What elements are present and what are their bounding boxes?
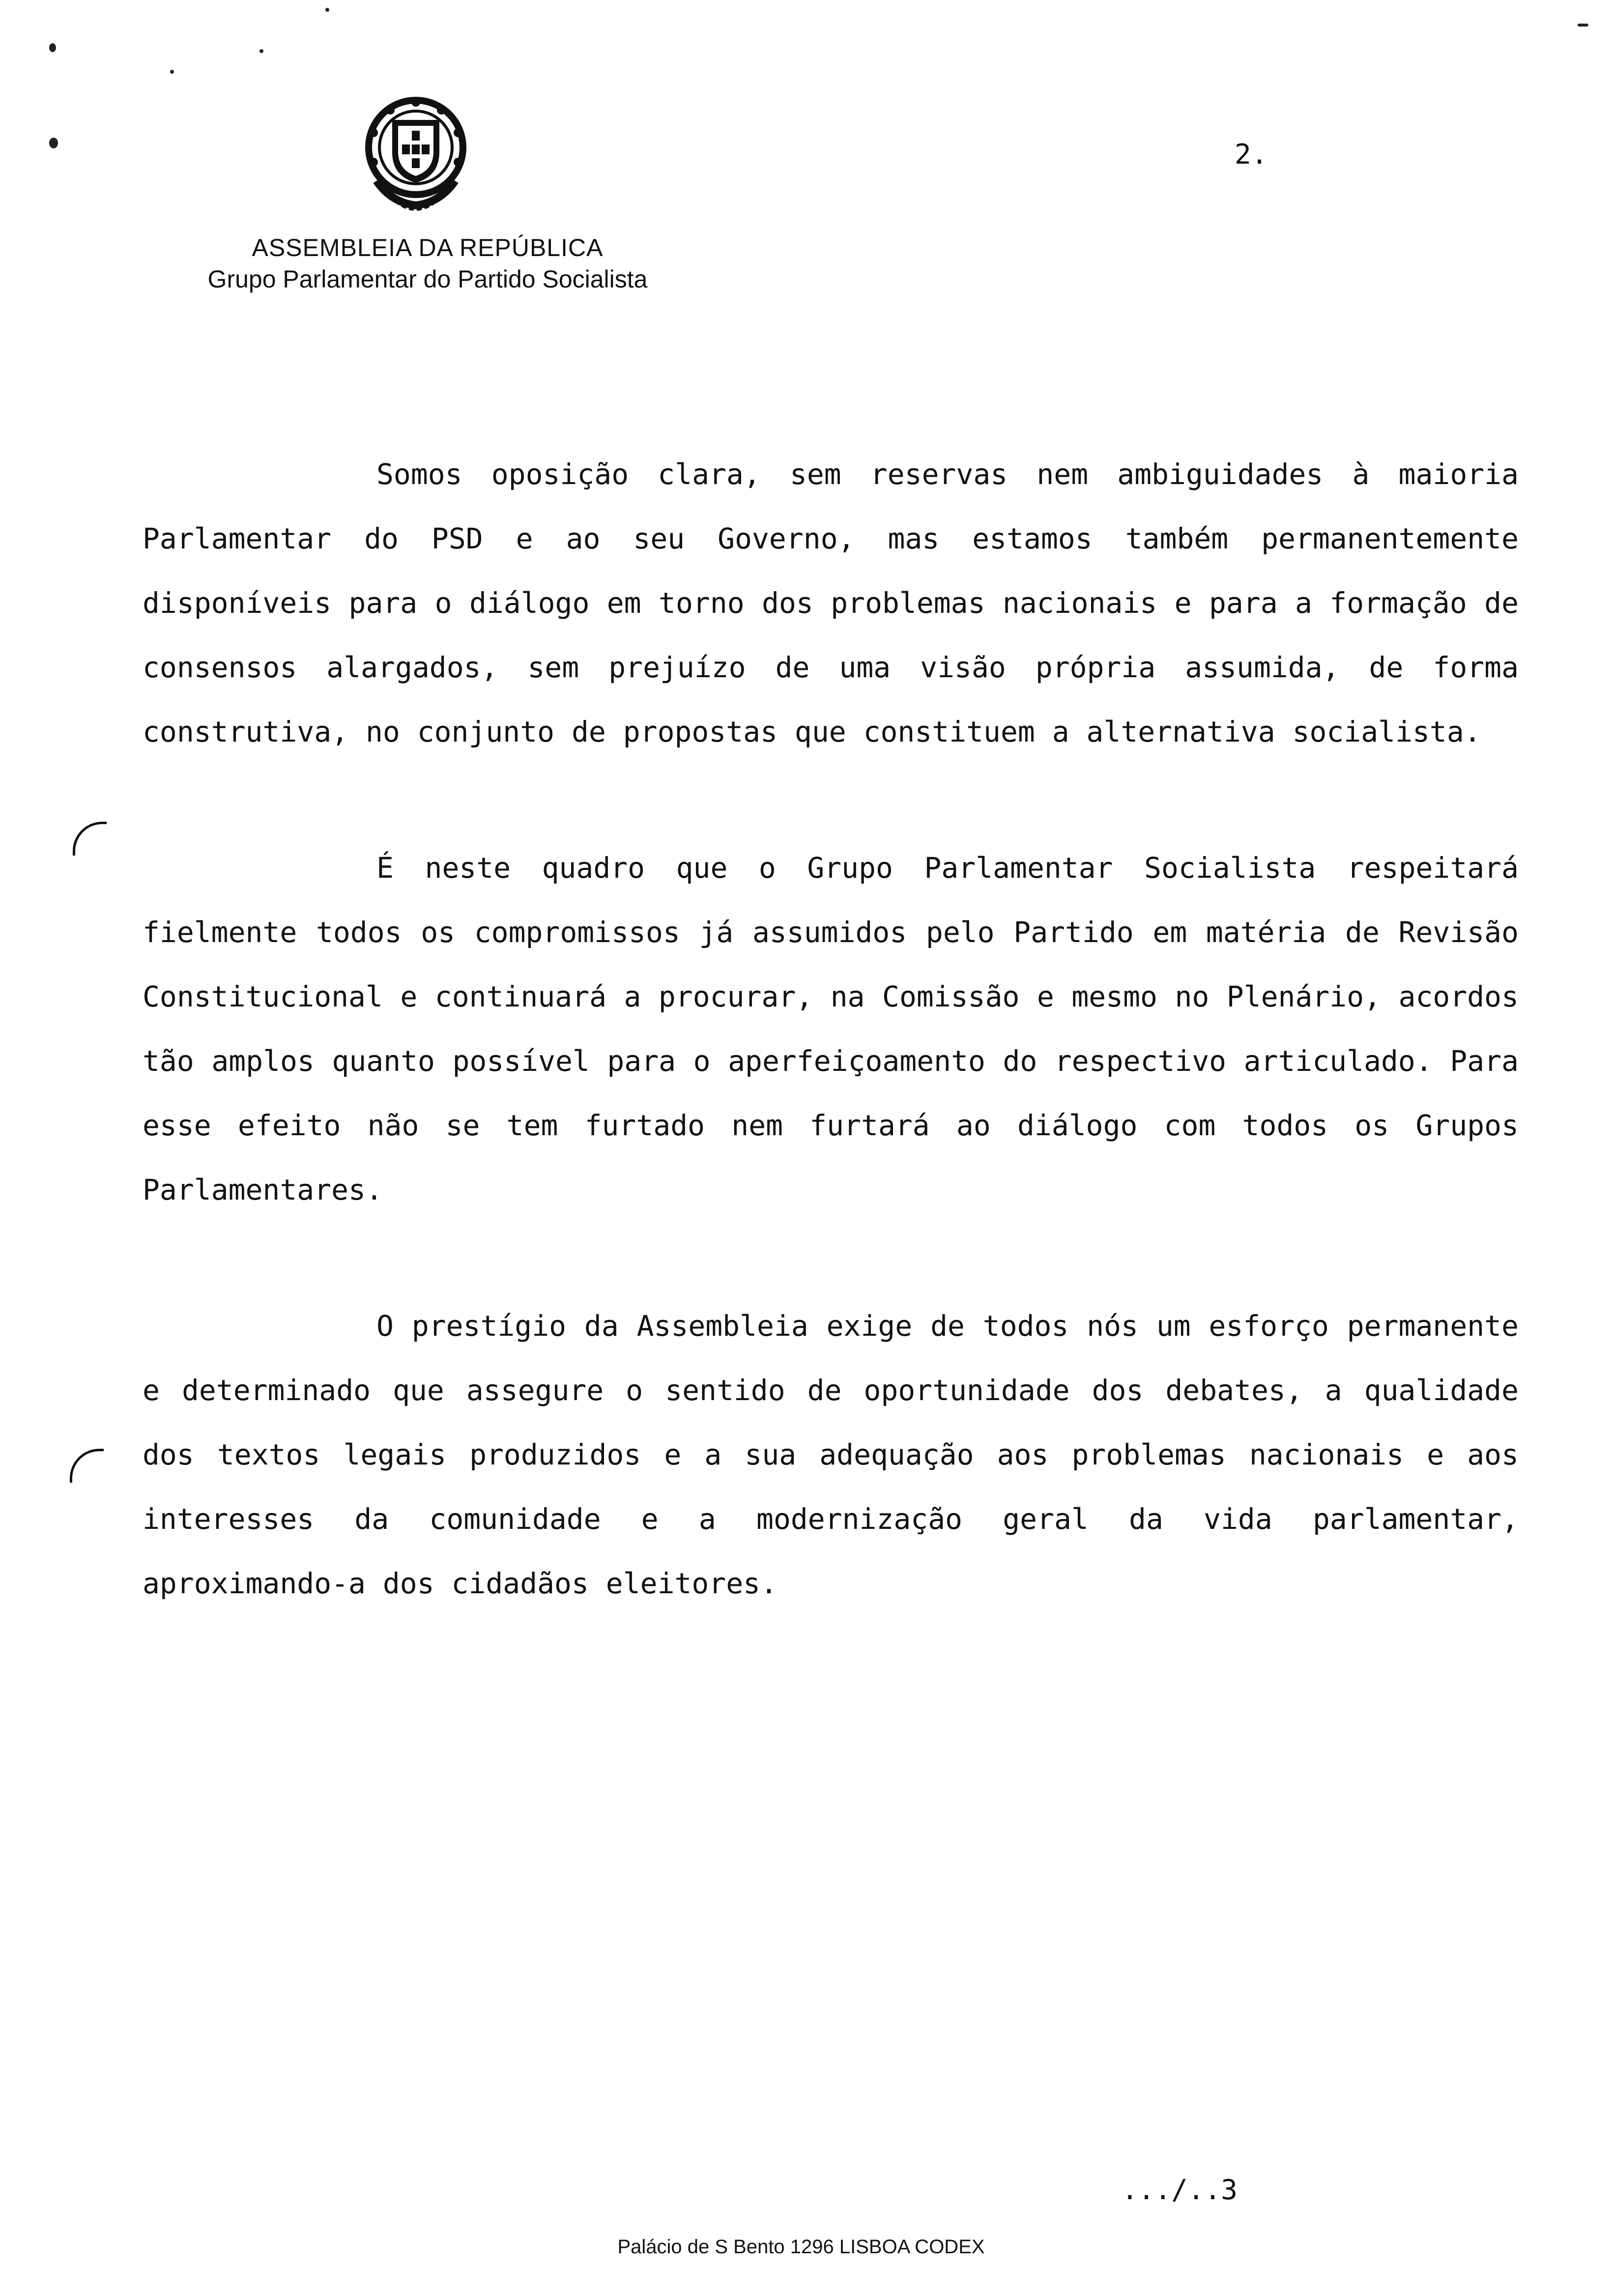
body-paragraph: Somos oposição clara, sem reservas nem ambiguidades à maioria Parlamentar do PSD e ao seu Governo, mas estamos também permanentemente disponíveis para o diálogo em torno dos problemas nacionais e para a formação de consensos alargados, sem prejuízo de uma visão própria assumida, de forma construtiva, no conjunto de propostas que constituem a alternativa socialista. [143, 458, 1519, 748]
portuguese-coat-of-arms-icon [357, 93, 475, 211]
footer-address: Palácio de S Bento 1296 LISBOA CODEX [617, 2236, 985, 2258]
scan-speck [1578, 24, 1588, 27]
margin-bracket-mark [73, 822, 107, 856]
margin-bracket-mark [70, 1449, 104, 1483]
scan-speck [259, 49, 263, 53]
parliamentary-group-name: Grupo Parlamentar do Partido Socialista [207, 265, 648, 293]
institution-name: ASSEMBLEIA DA REPÚBLICA [252, 234, 604, 261]
continuation-marker: .../..3 [1122, 2174, 1238, 2206]
body-paragraph: É neste quadro que o Grupo Parlamentar Socialista respeitará fielmente todos os compromissos já assumidos pelo Partido em matéria de Revisão Constitucional e continuará a procurar, na Comissão e mesmo no Plenário, acordos tão amplos quanto possível para o aperfeiçoamento do respectivo articulado. Para esse efeito não se tem furtado nem furtará ao diálogo com todos os Grupos Parlamentares. [143, 851, 1519, 1206]
letter-body [143, 442, 1519, 1688]
scan-speck [49, 138, 58, 148]
body-paragraph: O prestígio da Assembleia exige de todos nós um esforço permanente e determinado que assegure o sentido de oportunidade dos debates, a qualidade dos textos legais produzidos e a sua adequação aos problemas nacionais e aos interesses da comunidade e a modernização geral da vida parlamentar, aproximando-a dos cidadãos eleitores. [143, 1309, 1519, 1600]
scan-speck [49, 43, 56, 52]
scan-speck [325, 8, 329, 12]
page-number: 2. [1235, 139, 1268, 171]
letterhead [143, 232, 713, 295]
scan-speck [170, 70, 174, 74]
